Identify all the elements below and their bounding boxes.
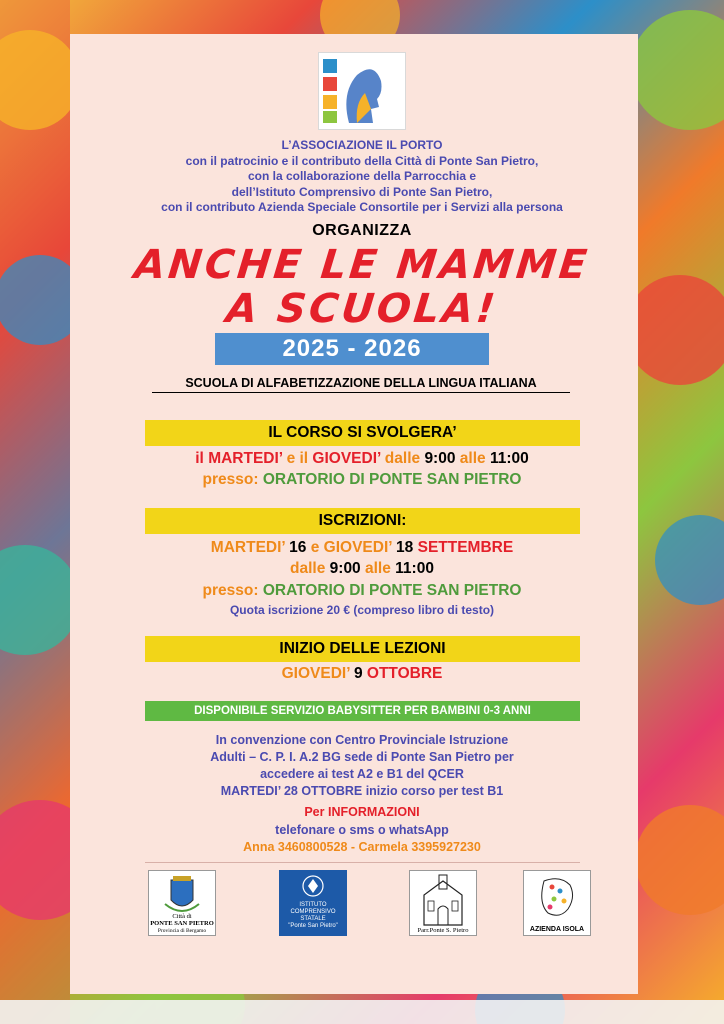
parrocchia-logo [409,870,477,936]
comune-caption-1: Città di [172,913,192,920]
text-presso: presso: [202,582,259,599]
day-thursday: GIOVEDI’ [312,450,381,467]
istituto-caption-4: "Ponte San Pietro" [288,923,338,929]
comune-caption-2: PONTE SAN PIETRO [150,920,214,927]
agreement-line: accedere ai test A2 e B1 del QCER [260,767,464,781]
lessons-start-heading: INIZIO DELLE LEZIONI [145,636,580,662]
istituto-logo [279,870,347,936]
text-alle: alle [459,450,486,467]
text-e: e [310,539,320,556]
place-name: ORATORIO DI PONTE SAN PIETRO [262,471,522,488]
parrocchia-caption: Parr.Ponte S. Pietro [417,927,469,934]
azienda-logo [523,870,591,936]
istituto-caption-2: COMPRENSIVO [290,909,336,915]
main-title-line-1: ANCHE LE MAMME [132,242,592,288]
registration-fee: Quota iscrizione 20 € (compreso libro di testo) [229,603,495,617]
course-heading: IL CORSO SI SVOLGERA’ [145,420,580,446]
month-name: SETTEMBRE [417,539,514,556]
year-banner: 2025 - 2026 [215,333,489,365]
school-subtitle: SCUOLA DI ALFABETIZZAZIONE DELLA LINGUA ITALIANA [152,376,570,393]
organizer-line: con il patrocinio e il contributo della Città di Ponte San Pietro, [185,153,539,168]
place-name: ORATORIO DI PONTE SAN PIETRO [262,582,522,599]
registration-place [0,582,724,600]
emblem-icon [280,873,346,901]
text-dalle: dalle [384,450,421,467]
day-thursday: GIOVEDI’ [323,539,392,556]
day-tuesday: MARTEDI’ [210,539,285,556]
organizer-name: L’ASSOCIAZIONE IL PORTO [281,138,443,152]
info-line: telefonare o sms o whatsApp [275,822,449,837]
istituto-caption-1: ISTITUTO [299,902,327,908]
registration-days [0,539,724,557]
month-name: OTTOBRE [366,665,443,682]
map-dots-icon [524,873,590,923]
text-alle: alle [365,560,391,577]
day-thursday: GIOVEDI’ [281,665,350,682]
end-time: 11:00 [395,560,434,577]
registration-hours [0,560,724,578]
day-number: 9 [353,665,363,682]
organizers-block [0,138,724,216]
agreement-block [0,732,724,800]
organizer-line: dell’Istituto Comprensivo di Ponte San Pietro, [231,184,493,199]
start-time: 9:00 [329,560,361,577]
course-schedule [0,450,724,468]
azienda-caption: AZIENDA ISOLA [529,926,585,933]
agreement-line: Adulti – C. P. I. A.2 BG sede di Ponte San Pietro per [210,750,514,764]
comune-logo [148,870,216,936]
info-title: Per INFORMAZIONI [304,805,420,819]
church-icon [410,873,476,927]
organizer-line: con il contributo Azienda Speciale Consortile per i Servizi alla persona [161,200,563,214]
comune-caption-3: Provincia di Bergamo [157,928,207,934]
organizza-label: ORGANIZZA [312,222,412,239]
day-number: 18 [396,539,414,556]
lessons-start-date [0,665,724,683]
organizer-line: con la collaborazione della Parrocchia e [247,169,477,183]
start-time: 9:00 [424,450,456,467]
divider [145,862,580,863]
end-time: 11:00 [489,450,529,467]
info-block [0,804,724,857]
registration-heading: ISCRIZIONI: [145,508,580,534]
agreement-line: MARTEDI’ 28 OTTOBRE inizio corso per test B1 [220,784,504,798]
text-il: il [195,450,204,467]
babysitter-banner: DISPONIBILE SERVIZIO BABYSITTER PER BAMBINI 0-3 ANNI [145,701,580,721]
main-title-line-2: A SCUOLA! [223,286,501,332]
logo-face-icon [319,53,405,129]
day-number: 16 [289,539,307,556]
agreement-line: In convenzione con Centro Provinciale Istruzione [215,733,509,747]
day-tuesday: MARTEDI’ [208,450,283,467]
coat-of-arms-icon [149,874,215,914]
il-porto-logo [318,52,406,130]
course-place [0,471,724,489]
text-dalle: dalle [290,560,326,577]
text-presso: presso: [202,471,259,488]
info-contacts: Anna 3460800528 - Carmela 3395927230 [243,840,481,854]
istituto-caption-3: STATALE [300,916,326,922]
text-e-il: e il [286,450,309,467]
